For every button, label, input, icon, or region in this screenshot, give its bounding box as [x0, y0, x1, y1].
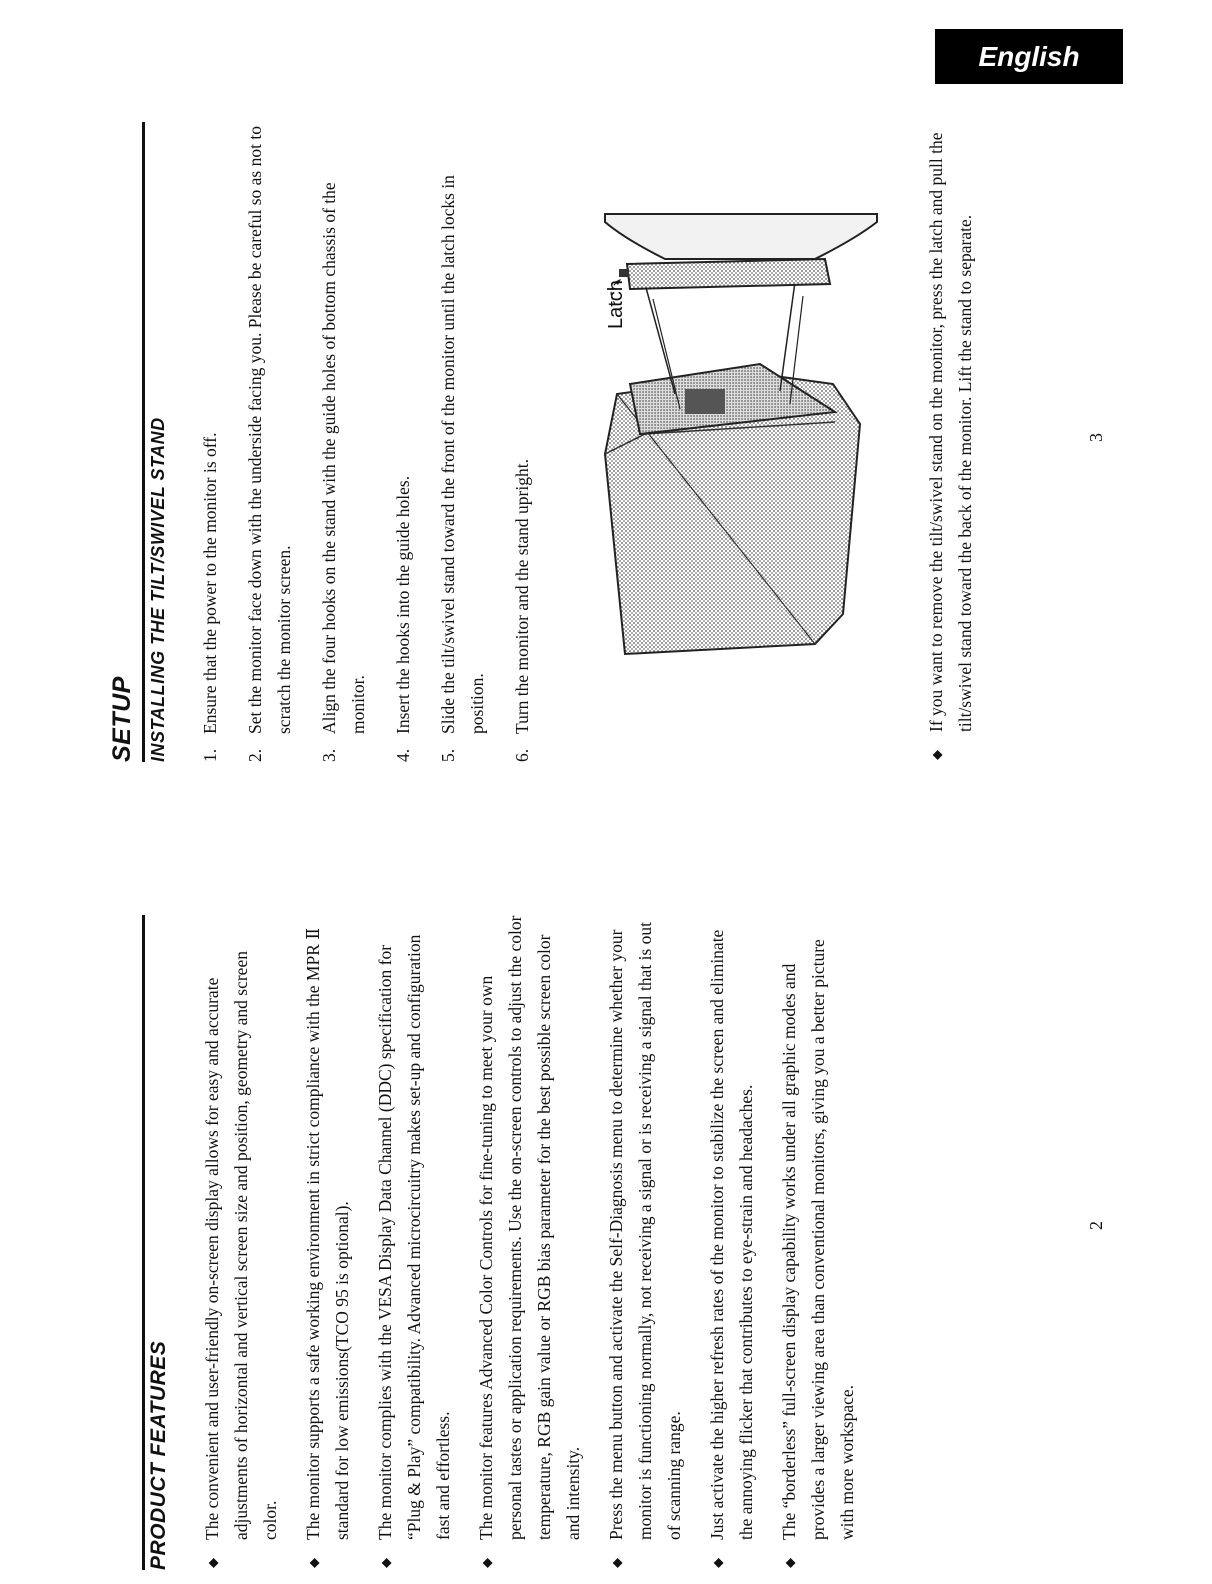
page-number-left: 2 — [1086, 1221, 1106, 1230]
diamond-bullet-icon: ◆ — [609, 1558, 624, 1568]
step-number: 1. — [200, 748, 220, 762]
language-badge-label: English — [978, 41, 1080, 72]
feature-item — [299, 915, 357, 1570]
stand-plate-icon — [627, 259, 830, 289]
feature-item — [602, 915, 689, 1570]
step-number: 3. — [319, 748, 339, 762]
feature-text: Press the menu button and activate the Self-Diagnosis menu to determine whether your monitor is functioning normally, not receiving a signal or is receiving a signal that is out of scanning range. — [606, 921, 684, 1540]
feature-text: The monitor complies with the VESA Display Data Channel (DDC) specification for “Plug & Play” compatibility. Advanced microcircuitry makes set-up and configuration fast and effortless. — [375, 934, 453, 1540]
right-column-rule — [142, 122, 145, 762]
setup-step — [241, 122, 299, 762]
feature-text: The “borderless” full-screen display capability works under all graphic modes and provides a larger viewing area than conventional monitors, giving you a better picture with more workspace. — [779, 939, 857, 1540]
diamond-bullet-icon: ◆ — [205, 1558, 220, 1568]
note-item — [922, 122, 980, 762]
diamond-bullet-icon: ◆ — [479, 1558, 494, 1568]
left-column-rule — [142, 915, 145, 1570]
note-text: If you want to remove the tilt/swivel stand on the monitor, press the latch and pull the tilt/swivel stand toward the back of the monitor. Lift the stand to separate. — [926, 132, 975, 732]
setup-step — [508, 122, 537, 762]
removal-note — [922, 122, 994, 762]
step-number: 5. — [438, 748, 458, 762]
feature-text: Just activate the higher refresh rates of the monitor to stabilize the screen and eliminate the annoying flicker that contributes to eye-strain and headaches. — [707, 929, 756, 1540]
diamond-bullet-icon: ◆ — [378, 1558, 393, 1568]
feature-item — [472, 915, 588, 1570]
feature-item — [703, 915, 761, 1570]
step-text: Slide the tilt/swivel stand toward the front of the monitor until the latch locks in position. — [438, 175, 487, 734]
diamond-bullet-icon: ◆ — [929, 750, 944, 760]
diamond-bullet-icon: ◆ — [710, 1558, 725, 1568]
feature-item — [198, 915, 285, 1570]
product-features-heading: PRODUCT FEATURES — [147, 1340, 170, 1570]
page-number-right: 3 — [1086, 433, 1106, 442]
setup-step — [196, 122, 225, 762]
step-text: Turn the monitor and the stand upright. — [512, 459, 532, 734]
latch-icon — [619, 269, 629, 277]
setup-step — [315, 122, 373, 762]
feature-text: The monitor features Advanced Color Controls for fine-tuning to meet your own personal tastes or application requirements. Use the on-screen controls to adjust the color temperature, RGB gain value or RGB bias parameter for the best possible screen color and intensity. — [476, 915, 583, 1540]
stand-base-icon — [605, 214, 877, 259]
install-stand-subheading: INSTALLING THE TILT/SWIVEL STAND — [148, 417, 168, 762]
setup-steps — [196, 122, 553, 762]
language-badge — [935, 29, 1123, 84]
step-number: 4. — [393, 748, 413, 762]
diamond-bullet-icon: ◆ — [306, 1558, 321, 1568]
setup-heading: SETUP — [108, 676, 136, 762]
feature-item — [775, 915, 862, 1570]
diamond-bullet-icon: ◆ — [782, 1558, 797, 1568]
setup-step — [434, 122, 492, 762]
feature-item — [371, 915, 458, 1570]
step-text: Ensure that the power to the monitor is off. — [200, 432, 220, 734]
setup-step — [389, 122, 418, 762]
step-text: Set the monitor face down with the underside facing you. Please be careful so as not to scratch the monitor screen. — [245, 126, 294, 734]
latch-label: Latch — [605, 280, 627, 329]
step-text: Insert the hooks into the guide holes. — [393, 475, 413, 734]
step-text: Align the four hooks on the stand with the guide holes of bottom chassis of the monitor. — [319, 182, 368, 734]
guide-line — [645, 284, 675, 394]
feature-text: The monitor supports a safe working environment in strict compliance with the MPR Ⅱ standard for low emissions(TCO 95 is optional). — [303, 927, 352, 1540]
guide-line — [780, 282, 795, 391]
step-number: 2. — [245, 748, 265, 762]
step-number: 6. — [512, 748, 532, 762]
monitor-stand-illustration — [585, 184, 885, 684]
feature-text: The convenient and user-friendly on-screen display allows for easy and accurate adjustments of horizontal and vertical screen size and position, geometry and screen color. — [202, 951, 280, 1540]
features-list — [198, 915, 876, 1570]
